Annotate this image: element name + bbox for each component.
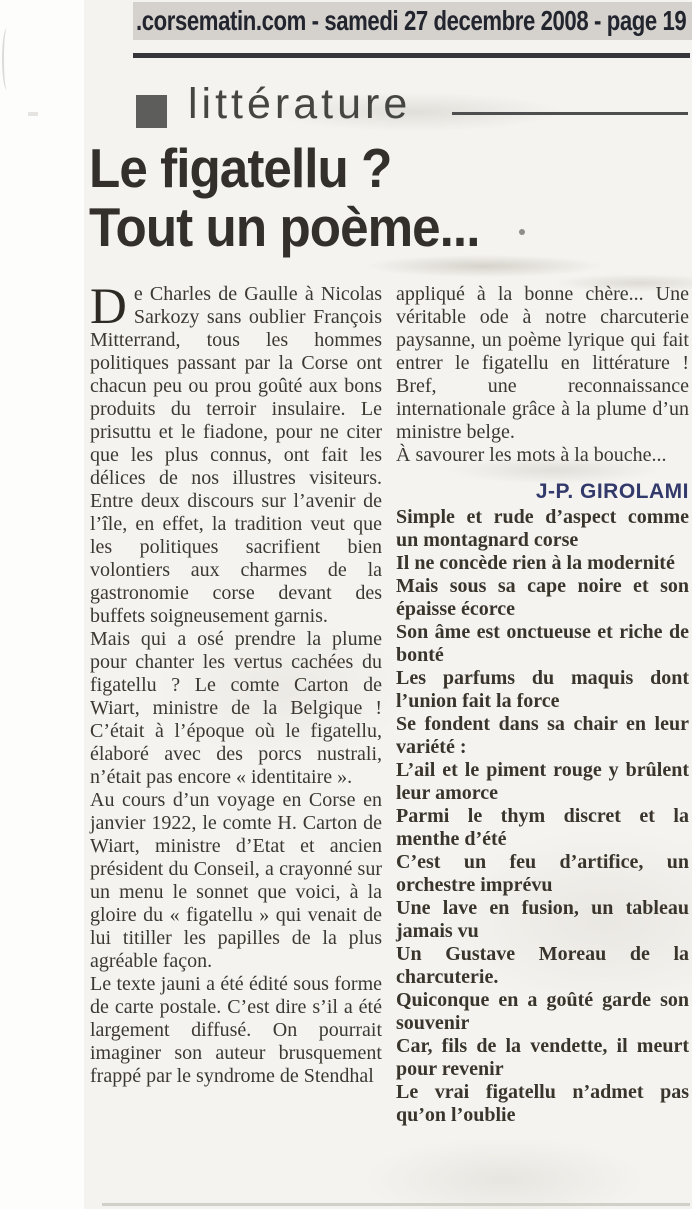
byline: J-P. GIROLAMI <box>535 480 689 503</box>
poem-line: Quiconque en a goûté garde son souvenir <box>396 989 689 1034</box>
masthead-bar <box>133 2 692 40</box>
poem-line: Un Gustave Moreau de la charcuterie. <box>396 943 689 988</box>
poem-line: Simple et rude d’aspect comme un montagnard corse <box>396 506 689 551</box>
poem-line: C’est un feu d’artifice, un orchestre imprévu <box>396 851 689 896</box>
poem-line: Une lave en fusion, un tableau jamais vu <box>396 897 689 942</box>
poem-line: Il ne concède rien à la modernité <box>396 552 675 574</box>
poem <box>396 506 689 1127</box>
poem-line: Son âme est onctueuse et riche de bonté <box>396 621 689 666</box>
article-paragraph: Le texte jauni a été édité sous forme de carte postale. C’est dire s’il a été largement diffusé. On pourrait imaginer son auteur brusquement frappé par le syndrome de Stendhal <box>90 973 382 1087</box>
poem-line: Mais sous sa cape noire et son épaisse écorce <box>396 575 689 620</box>
poem-line: Parmi le thym discret et la menthe d’été <box>396 805 689 850</box>
headline-line-1: Le figatellu ? <box>89 137 392 199</box>
poem-line: Se fondent dans sa chair en leur variété : <box>396 713 689 758</box>
article-paragraph: Mais qui a osé prendre la plume pour chanter les vertus cachées du figatellu ? Le comte Carton de Wiart, ministre de la Belgique ! C’était à l’époque où le figatellu, élaboré avec des porcs nustrali, n’était pas encore « identitaire ». <box>90 628 382 788</box>
poem-line: Le vrai figatellu n’admet pas qu’on l’oublie <box>396 1081 689 1126</box>
section-label: littérature <box>188 80 412 128</box>
masthead-rule <box>133 53 690 58</box>
scan-artifact <box>2 28 12 90</box>
scan-artifact <box>519 229 525 235</box>
headline-line-2: Tout un poème... <box>89 196 480 258</box>
poem-line: Les parfums du maquis dont l’union fait la force <box>396 667 689 712</box>
article-paragraph: appliqué à la bonne chère... Une véritable ode à notre charcuterie paysanne, un poème lyrique qui fait entrer le figatellu en littérature ! Bref, une reconnaissance internationale grâce à la plume d’un ministre belge. <box>396 283 689 443</box>
section-rule <box>452 112 688 115</box>
article-column-left <box>90 279 382 1127</box>
poem-line: Car, fils de la vendette, il meurt pour revenir <box>396 1035 689 1080</box>
poem-line: L’ail et le piment rouge y brûlent leur amorce <box>396 759 689 804</box>
article-body <box>90 279 689 1127</box>
article-paragraph: À savourer les mots à la bouche... <box>396 444 667 466</box>
article-column-right <box>396 283 689 1127</box>
bottom-scan-rule <box>102 1203 690 1206</box>
article-headline <box>89 139 480 257</box>
masthead-text: .corsematin.com - samedi 27 decembre 2008 - page 19 <box>136 5 687 36</box>
section-square-icon <box>136 95 167 128</box>
article-paragraph: De Charles de Gaulle à Nicolas Sarkozy sans oublier François Mitterrand, tous les hommes politiques passant par la Corse ont chacun peu ou prou goûté aux bons produits du terroir insulaire. Le prisuttu et le fiadone, pour ne citer que les plus connus, ont fait les délices de nos illustres visiteurs. Entre deux discours sur l’avenir de l’île, en effet, la tradition veut que les politiques sacrifient bien volontiers aux charmes de la gastronomie corse devant des buffets soigneusement garnis. <box>90 279 382 627</box>
scan-artifact <box>28 112 38 116</box>
article-paragraph: Au cours d’un voyage en Corse en janvier 1922, le comte H. Carton de Wiart, ministre d’Etat et ancien président du Conseil, a crayonné sur un menu le sonnet que voici, à la gloire du « figatellu » qui venait de lui titiller les papilles de la plus agréable façon. <box>90 789 382 972</box>
